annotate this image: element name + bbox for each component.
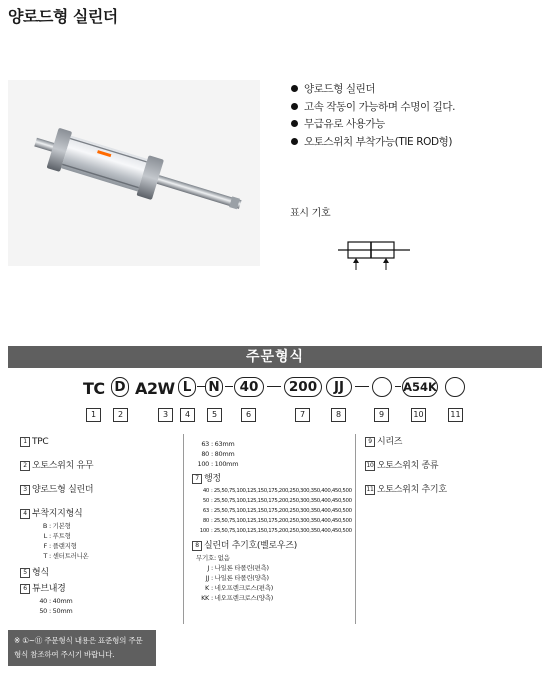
order-number: 1: [86, 408, 101, 422]
order-number: 6: [241, 408, 256, 422]
bellows-option: K : 네오프렌크로스(편측): [205, 584, 273, 592]
bellows-option: J : 나일론 타폴린(편측): [207, 564, 269, 572]
order-number: 8: [331, 408, 346, 422]
code-separator: [267, 386, 281, 387]
code-separator: [355, 386, 369, 387]
bullet-icon: [291, 120, 298, 127]
order-number: 5: [207, 408, 222, 422]
stroke-option: 50 : 25,50,75,100,125,150,175,200,250,300,350,400,450,500: [202, 498, 352, 504]
order-number: 4: [180, 408, 195, 422]
code-separator: [197, 386, 205, 387]
legend-item: 7 행정: [192, 474, 352, 484]
mount-option: F : 플랜지형: [43, 542, 77, 550]
bore-options: [34, 596, 178, 616]
feature-item: 무급유로 사용가능: [290, 115, 455, 133]
legend-column-2: [192, 439, 352, 603]
stroke-option: 40 : 25,50,75,100,125,150,175,200,250,300,350,400,450,500: [202, 488, 352, 494]
bellows-option: JJ : 나일론 타폴린(양측): [205, 574, 269, 582]
note-line: ※ ①~⑪ 주문형식 내용은 표준형의 주문: [14, 636, 143, 645]
note-line: 형식 참조하여 주시기 바랍니다.: [14, 650, 115, 659]
stroke-option: 100 : 25,50,75,100,125,150,175,200,250,300,350,400,450,500: [199, 528, 352, 534]
code-jj: JJ: [326, 377, 352, 397]
bore-option: 80 : 80mm: [201, 450, 235, 458]
legend-item: 8 실린더 추기호(벨로우즈): [192, 541, 352, 551]
legend-item: 5 형식: [20, 568, 178, 578]
order-number: 10: [411, 408, 426, 422]
bore-options-cont: [196, 439, 352, 469]
legend-item: 9 시리즈: [365, 437, 535, 447]
code-tc: TC: [83, 379, 105, 398]
stroke-options: [196, 486, 352, 536]
order-number: 9: [374, 408, 389, 422]
legend-item: 2 오토스위치 유무: [20, 461, 178, 471]
product-photo: [8, 80, 260, 266]
bore-option: 50 : 50mm: [39, 607, 73, 615]
legend-item: 3 양로드형 실린더: [20, 485, 178, 495]
stroke-option: 63 : 25,50,75,100,125,150,175,200,250,300,350,400,450,500: [202, 508, 352, 514]
legend-item: 1 TPC: [20, 437, 178, 447]
feature-item: 양로드형 실린더: [290, 80, 455, 98]
order-code: [0, 376, 555, 406]
code-series-blank: [372, 377, 392, 397]
code-stroke: 200: [284, 377, 322, 397]
order-number: 3: [158, 408, 173, 422]
column-divider: [355, 434, 356, 624]
bore-option: 40 : 40mm: [39, 597, 73, 605]
bullet-icon: [291, 103, 298, 110]
bullet-icon: [291, 138, 298, 145]
mount-option: B : 기본형: [42, 522, 71, 530]
page-title: 양로드형 실린더: [8, 7, 118, 26]
feature-item: 오토스위치 부착가능(TIE ROD형): [290, 133, 455, 151]
code-a54k: A54K: [402, 377, 438, 397]
legend-column-1: [20, 437, 178, 616]
order-number: 7: [295, 408, 310, 422]
bellows-options: [196, 553, 352, 603]
legend-item: 11 오토스위치 추기호: [366, 484, 447, 495]
stroke-option: 80 : 25,50,75,100,125,150,175,200,250,300,350,400,450,500: [202, 518, 352, 524]
code-d: D: [111, 377, 129, 397]
code-separator: [225, 386, 233, 387]
code-separator: [395, 386, 401, 387]
mount-options: [34, 521, 178, 561]
bore-option: 100 : 100mm: [197, 460, 239, 468]
feature-list: [290, 80, 455, 150]
order-number: 11: [448, 408, 463, 422]
code-l: L: [178, 377, 196, 397]
cylinder-symbol-icon: [338, 234, 410, 278]
legend-item: 10 오토스위치 종류: [366, 460, 439, 471]
legend-item: 6 튜브내경: [20, 584, 178, 594]
bellows-option: 무기호: 없음: [196, 554, 230, 562]
mount-option: L : 푸트형: [43, 532, 71, 540]
legend-item: 4 부착지지형식: [20, 509, 178, 519]
order-number: 2: [113, 408, 128, 422]
legend-column-3: [365, 437, 535, 509]
code-suffix-blank: [445, 377, 465, 397]
bellows-option: KK : 네오프렌크로스(양측): [201, 594, 273, 602]
order-code-numbers: [0, 408, 555, 422]
order-format-banner: 주문형식: [8, 346, 542, 368]
bore-option: 63 : 63mm: [201, 440, 235, 448]
code-a2w: A2W: [135, 379, 175, 398]
code-n: N: [205, 377, 223, 397]
mount-option: T : 센터트러니온: [43, 552, 89, 560]
bullet-icon: [291, 85, 298, 92]
symbol-label: 표시 기호: [290, 208, 331, 219]
column-divider: [183, 434, 184, 624]
order-note: [8, 630, 156, 666]
feature-item: 고속 작동이 가능하며 수명이 길다.: [290, 98, 455, 116]
code-bore: 40: [234, 377, 264, 397]
